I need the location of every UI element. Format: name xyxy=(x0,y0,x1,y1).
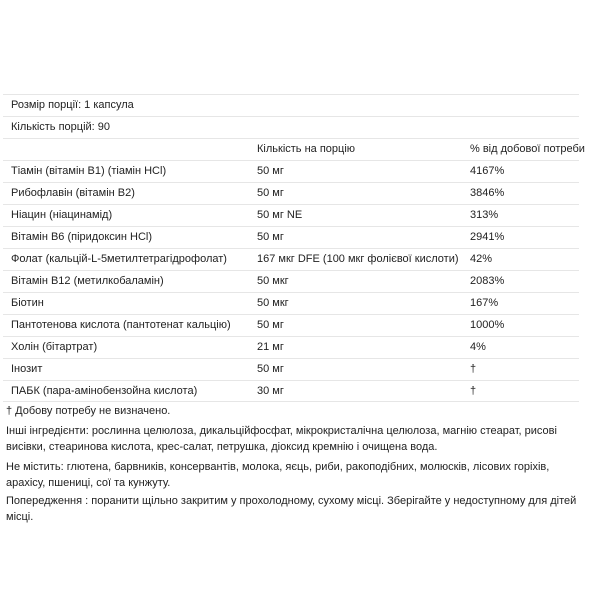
nutrient-name: Пантотенова кислота (пантотенат кальцію) xyxy=(11,319,231,331)
table-row xyxy=(3,292,579,314)
nutrient-dv: 4% xyxy=(470,341,486,353)
nutrient-dv: 1000% xyxy=(470,319,505,331)
table-row xyxy=(3,380,579,402)
nutrient-dv: 167% xyxy=(470,297,499,309)
dv-header: % від добової потреби xyxy=(470,143,585,155)
nutrient-amount: 50 мг xyxy=(257,187,284,199)
nutrient-name: Інозит xyxy=(11,363,43,375)
table-row xyxy=(3,248,579,270)
nutrient-dv: 2083% xyxy=(470,275,505,287)
nutrient-dv: 2941% xyxy=(470,231,505,243)
free-from-statement: Не містить: глютена, барвників, консервантів, молока, яєць, риби, ракоподібних, молюсків, лісових горіхів, арахісу, пшениці, сої та кунжуту. xyxy=(6,461,550,489)
nutrient-amount: 21 мг xyxy=(257,341,284,353)
other-ingredients: Інші інгредієнти: рослинна целюлоза, дикальційфосфат, мікрокристалічна целюлоза, магнію стеарат, рисові висівки, стеаринова кислота, крес-салат, петрушка, діоксид кремнію і очищена вода. xyxy=(6,425,557,453)
serving-size-row xyxy=(3,94,579,116)
table-row xyxy=(3,204,579,226)
nutrient-amount: 50 мг xyxy=(257,319,284,331)
nutrient-amount: 50 мкг xyxy=(257,275,289,287)
nutrient-name: ПАБК (пара-амінобензойна кислота) xyxy=(11,385,198,397)
nutrient-amount: 50 мг NE xyxy=(257,209,303,221)
footnote: † Добову потребу не визначено. xyxy=(6,405,171,417)
table-row xyxy=(3,182,579,204)
nutrient-dv: 42% xyxy=(470,253,493,265)
nutrient-name: Тіамін (вітамін B1) (тіамін HCl) xyxy=(11,165,167,177)
nutrient-amount: 50 мг xyxy=(257,165,284,177)
nutrient-amount: 50 мг xyxy=(257,231,284,243)
nutrient-name: Вітамін B12 (метилкобаламін) xyxy=(11,275,164,287)
table-row xyxy=(3,358,579,380)
nutrient-amount: 50 мг xyxy=(257,363,284,375)
nutrient-name: Біотин xyxy=(11,297,44,309)
nutrient-name: Ніацин (ніацинамід) xyxy=(11,209,113,221)
table-row xyxy=(3,314,579,336)
nutrient-dv: † xyxy=(470,363,477,375)
table-row xyxy=(3,160,579,182)
nutrient-name: Фолат (кальцій-L-5метилтетрагідрофолат) xyxy=(11,253,227,265)
table-row xyxy=(3,336,579,358)
servings-count: Кількість порцій: 90 xyxy=(11,121,111,133)
servings-count-row xyxy=(3,116,579,138)
table-header-row xyxy=(3,138,585,160)
amount-header: Кількість на порцію xyxy=(257,143,356,155)
table-row xyxy=(3,270,579,292)
nutrient-name: Холін (бітартрат) xyxy=(11,341,98,353)
nutrient-amount: 30 мг xyxy=(257,385,284,397)
nutrient-name: Рибофлавін (вітамін B2) xyxy=(11,187,135,199)
nutrient-name: Вітамін B6 (піридоксин HCl) xyxy=(11,231,153,243)
nutrient-amount: 167 мкг DFE (100 мкг фолієвої кислоти) xyxy=(257,253,459,265)
nutrient-dv: 3846% xyxy=(470,187,505,199)
serving-size: Розмір порції: 1 капсула xyxy=(11,99,134,111)
nutrient-dv: † xyxy=(470,385,477,397)
warning: Попередження : поранити щільно закритим у прохолодному, сухому місці. Зберігайте у недоступному для дітей місці. xyxy=(6,495,577,523)
nutrient-dv: 313% xyxy=(470,209,499,221)
table-row xyxy=(3,226,579,248)
nutrient-dv: 4167% xyxy=(470,165,505,177)
nutrient-amount: 50 мкг xyxy=(257,297,289,309)
